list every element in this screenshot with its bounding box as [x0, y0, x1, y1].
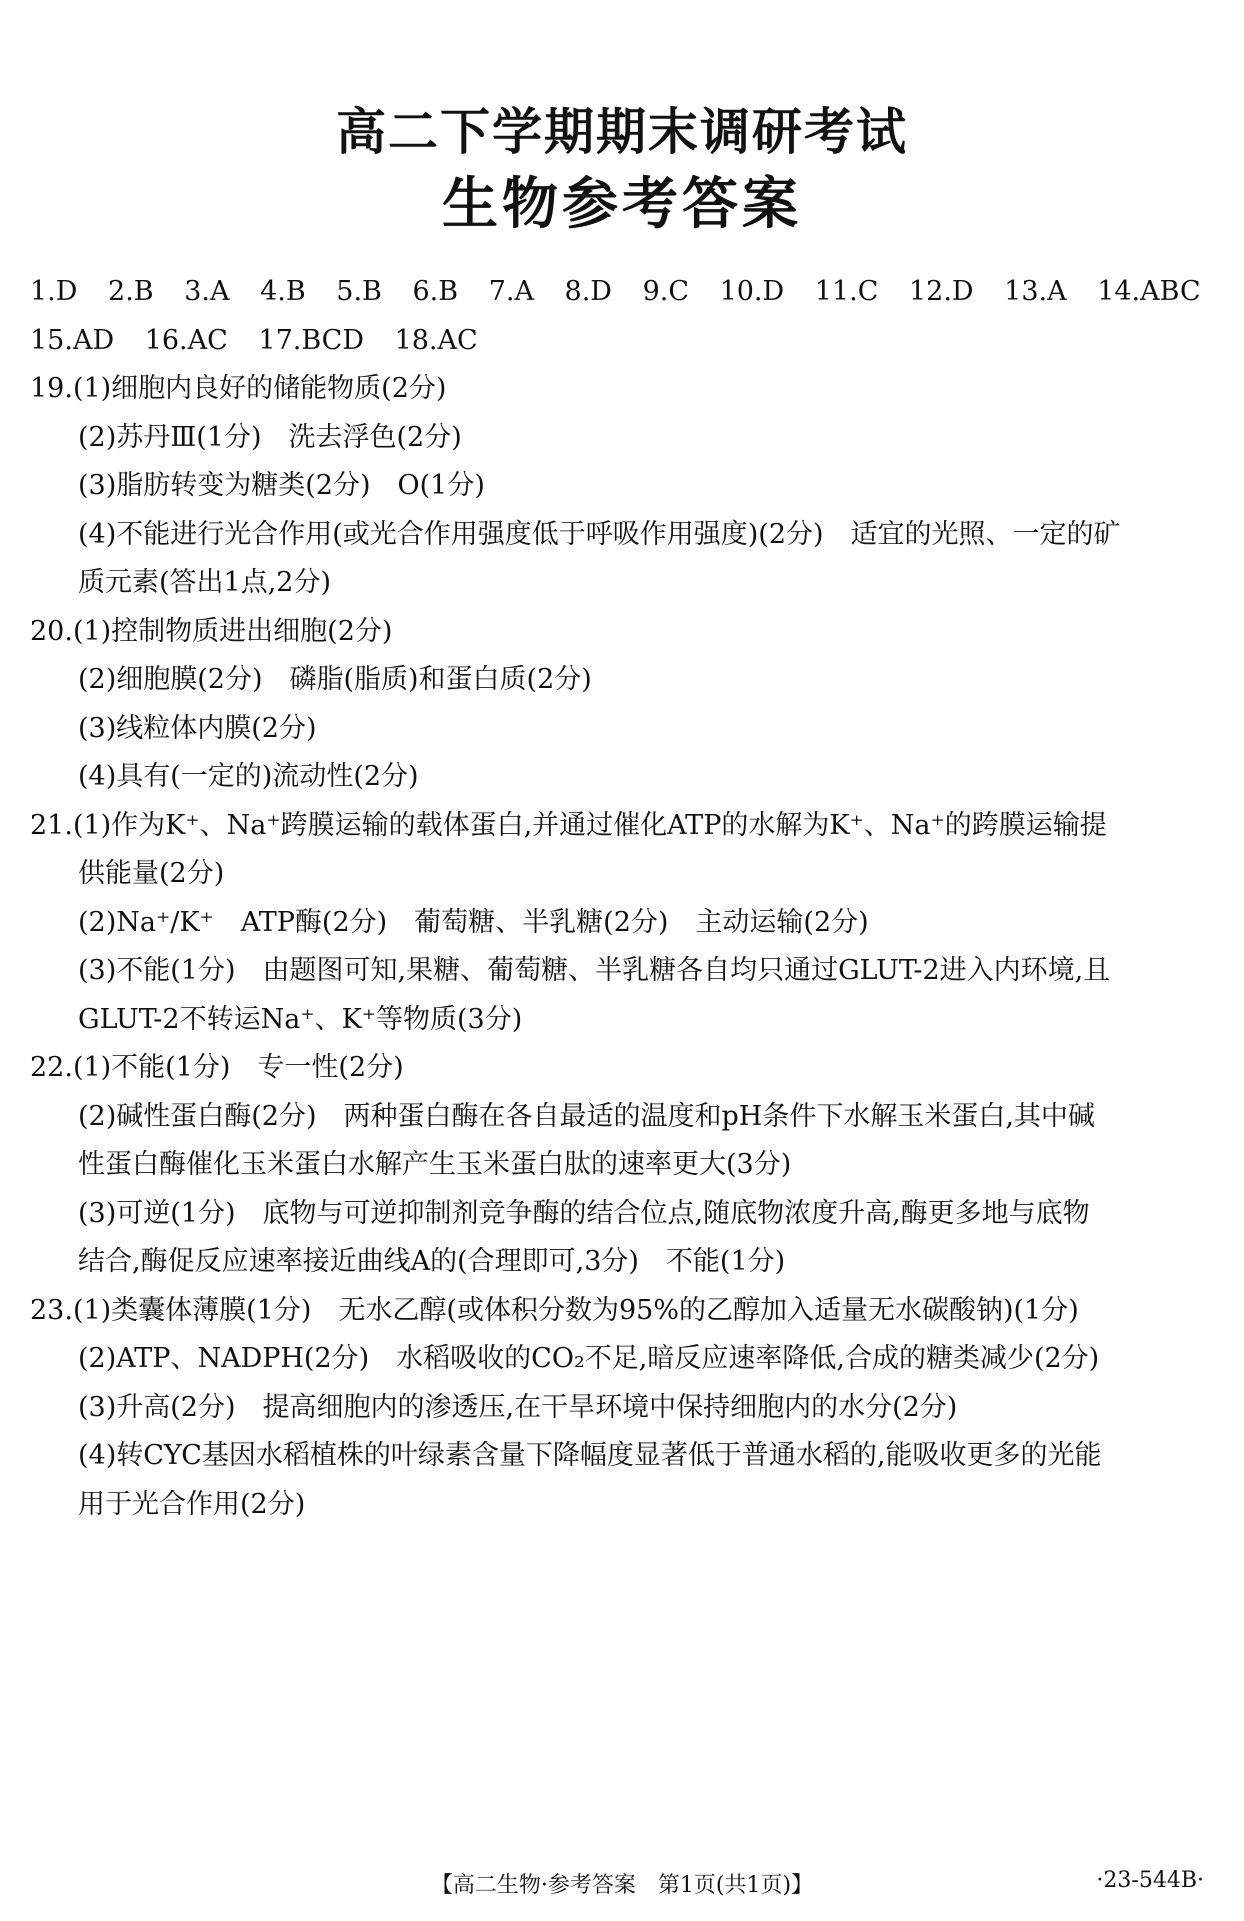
q22-part1: 22.(1)不能(1分) 专一性(2分): [30, 1052, 404, 1083]
answer-title: 生物参考答案: [442, 172, 802, 237]
q21-part1-line1: 21.(1)作为K⁺、Na⁺跨膜运输的载体蛋白,并通过催化ATP的水解为K⁺、Na⁺的跨膜运输提: [30, 809, 1107, 841]
q19-part2: (2)苏丹Ⅲ(1分) 洗去浮色(2分): [78, 421, 462, 453]
mc-answer: 2.B: [108, 276, 154, 307]
q19-part4-line1: (4)不能进行光合作用(或光合作用强度低于呼吸作用强度)(2分) 适宜的光照、一定的矿: [78, 518, 1121, 550]
q21-part1-line2: 供能量(2分): [78, 858, 225, 889]
mc-answer: 16.AC: [144, 324, 228, 356]
answer-content: [30, 268, 1214, 1529]
q23-part4-line1: (4)转CYC基因水稻植株的叶绿素含量下降幅度显著低于普通水稻的,能吸收更多的光能: [78, 1440, 1102, 1471]
mc-answer: 10.D: [719, 276, 785, 307]
footer-code: ·23-544B·: [1096, 1868, 1204, 1893]
mc-answer: 1.D: [30, 276, 78, 307]
q22-part2-line1: (2)碱性蛋白酶(2分) 两种蛋白酶在各自最适的温度和pH条件下水解玉米蛋白,其中碱: [78, 1100, 1095, 1132]
mc-answer: 8.D: [564, 276, 612, 307]
q20-part4: (4)具有(一定的)流动性(2分): [78, 761, 419, 792]
q23-part3: (3)升高(2分) 提高细胞内的渗透压,在干旱环境中保持细胞内的水分(2分): [78, 1391, 958, 1423]
q22-part3-line2: 结合,酶促反应速率接近曲线A的(合理即可,3分) 不能(1分): [78, 1246, 786, 1277]
mc-answer: 5.B: [336, 276, 382, 307]
q23-part1: 23.(1)类囊体薄膜(1分) 无水乙醇(或体积分数为95%的乙醇加入适量无水碳酸钠)(1分): [30, 1294, 1079, 1326]
q19-part4-line2: 质元素(答出1点,2分): [78, 567, 332, 598]
mc-answer: 7.A: [488, 276, 534, 307]
footer-page-label: 【高二生物·参考答案 第1页(共1页)】: [430, 1873, 814, 1898]
q20-part3: (3)线粒体内膜(2分): [78, 712, 317, 744]
q22-part3-line1: (3)可逆(1分) 底物与可逆抑制剂竞争酶的结合位点,随底物浓度升高,酶更多地与底物: [78, 1197, 1090, 1229]
mc-answer: 14.ABC: [1097, 276, 1201, 307]
mc-answer: 6.B: [412, 276, 459, 307]
q19-part1: 19.(1)细胞内良好的储能物质(2分): [30, 373, 447, 404]
mc-answer: 9.C: [642, 276, 689, 307]
q19-part3: (3)脂肪转变为糖类(2分) O(1分): [78, 470, 485, 501]
mc-answer: 12.D: [908, 276, 974, 307]
q20-part1: 20.(1)控制物质进出细胞(2分): [30, 615, 393, 647]
mc-answer: 15.AD: [30, 324, 115, 356]
mc-answer: 3.A: [184, 276, 230, 307]
mc-answers-row-2: [30, 317, 1214, 366]
q21-part3-line1: (3)不能(1分) 由题图可知,果糖、葡萄糖、半乳糖各自均只通过GLUT-2进入内环境,且: [78, 955, 1111, 986]
q23-part4-line2: 用于光合作用(2分): [78, 1488, 306, 1520]
mc-answer: 13.A: [1004, 276, 1067, 307]
q23-part2: (2)ATP、NADPH(2分) 水稻吸收的CO₂不足,暗反应速率降低,合成的糖类减少(2分): [78, 1343, 1100, 1374]
exam-title: 高二下学期期末调研考试: [336, 103, 908, 161]
q22-part2-line2: 性蛋白酶催化玉米蛋白水解产生玉米蛋白肽的速率更大(3分): [78, 1149, 792, 1180]
mc-answer: 17.BCD: [258, 324, 364, 356]
mc-answer: 18.AC: [394, 324, 478, 356]
q20-part2: (2)细胞膜(2分) 磷脂(脂质)和蛋白质(2分): [78, 664, 592, 695]
mc-answer: 11.C: [814, 276, 879, 307]
q21-part2: (2)Na⁺/K⁺ ATP酶(2分) 葡萄糖、半乳糖(2分) 主动运输(2分): [78, 906, 869, 938]
mc-answers-row-1: [30, 268, 1214, 317]
mc-answer: 4.B: [260, 276, 306, 307]
q21-part3-line2: GLUT-2不转运Na⁺、K⁺等物质(3分): [78, 1003, 523, 1035]
